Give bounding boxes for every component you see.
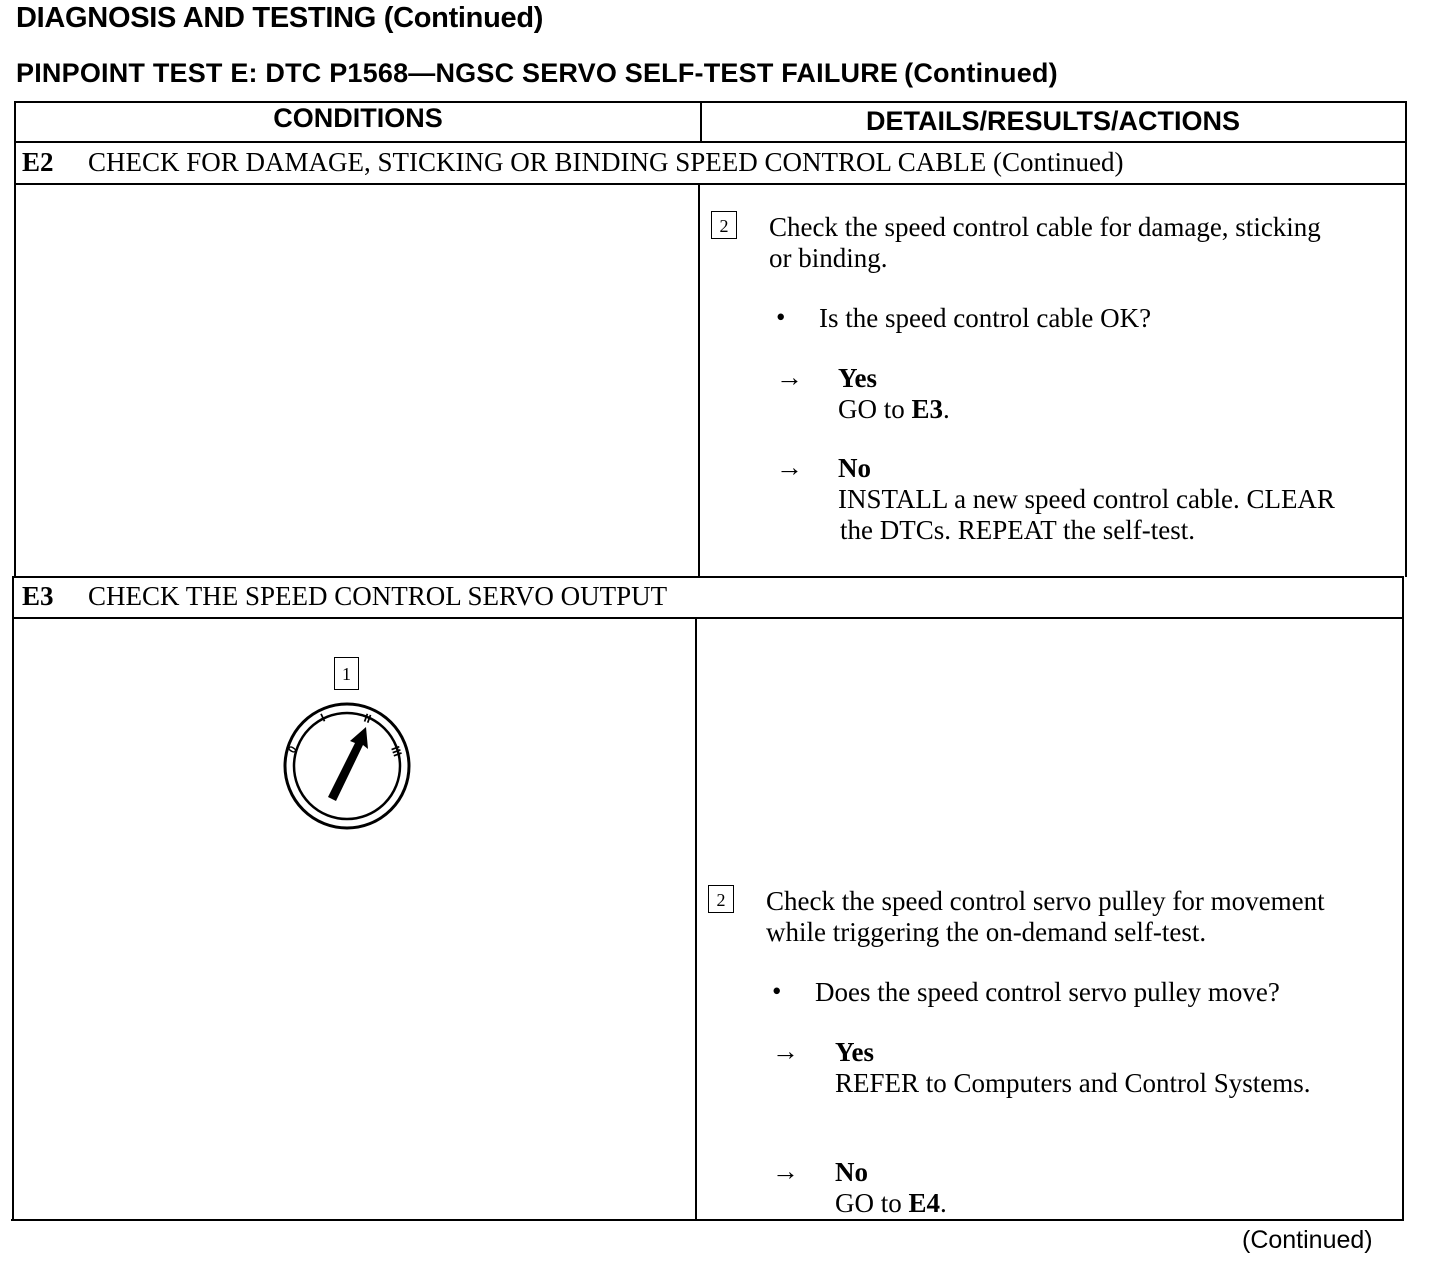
e2-answer-no (838, 453, 1335, 546)
e2-no-line2: the DTCs. REPEAT the self-test. (840, 515, 1195, 545)
figure-label-3: III (388, 744, 405, 759)
e2-step-line2: or binding. (769, 243, 888, 273)
e2-yes-action (838, 394, 950, 425)
e2-step-line1: Check the speed control cable for damage, sticking (769, 212, 1321, 242)
ignition-switch-icon (280, 700, 416, 830)
figure-label-0: 0 (286, 744, 300, 756)
e2-yes-goto-link[interactable]: E3 (911, 394, 944, 424)
figure-label-1: I (318, 710, 328, 725)
e3-step-text (766, 886, 1325, 948)
e2-question: Is the speed control cable OK? (819, 303, 1152, 333)
section-e3-title (22, 581, 667, 612)
e3-yes-arrow: → (772, 1036, 799, 1066)
e2-yes-action-period: . (943, 394, 950, 424)
e3-no-action-text: GO to (835, 1188, 909, 1218)
e2-no-label: No (838, 453, 871, 483)
e3-no-label: No (835, 1157, 868, 1187)
e2-yes-arrow: → (776, 362, 803, 392)
e2-step-number: 2 (711, 211, 737, 239)
pinpoint-test-continued: (Continued) (904, 58, 1058, 88)
page-title: DIAGNOSIS AND TESTING (Continued) (16, 2, 544, 34)
e2-answer-yes (838, 363, 950, 425)
e2-yes-action-text: GO to (838, 394, 912, 424)
e3-step-number: 2 (708, 885, 734, 913)
e3-answer-yes (835, 1037, 1311, 1099)
figure-label-2: II (361, 710, 374, 727)
e2-no-line1: INSTALL a new speed control cable. CLEAR (838, 484, 1335, 514)
section-e2-id: E2 (22, 147, 54, 177)
e3-step-line2: while triggering the on-demand self-test. (766, 917, 1207, 947)
e3-no-action-period: . (940, 1188, 947, 1218)
e2-no-arrow: → (776, 452, 803, 482)
e3-no-action (835, 1188, 947, 1219)
e3-yes-label: Yes (835, 1037, 874, 1067)
pinpoint-test-title (16, 58, 1058, 89)
pinpoint-test-name: PINPOINT TEST E: DTC P1568—NGSC SERVO SELF-TEST FAILURE (16, 58, 899, 88)
e2-yes-label: Yes (838, 363, 877, 393)
e3-yes-action: REFER to Computers and Control Systems. (835, 1068, 1311, 1098)
e2-step-text (769, 212, 1321, 274)
section-e3-id: E3 (22, 581, 54, 611)
continued-footer: (Continued) (1242, 1226, 1373, 1254)
e3-no-goto-link[interactable]: E4 (908, 1188, 941, 1218)
e3-question: Does the speed control servo pulley move? (815, 977, 1280, 1007)
section-e3-text: CHECK THE SPEED CONTROL SERVO OUTPUT (88, 581, 668, 611)
header-conditions: CONDITIONS (273, 103, 443, 133)
e3-step-line1: Check the speed control servo pulley for movement (766, 886, 1325, 916)
e3-figure-step-number: 1 (334, 657, 359, 690)
e3-no-arrow: → (772, 1156, 799, 1186)
section-e2-title (22, 147, 1124, 178)
e3-answer-no (835, 1157, 947, 1219)
header-details: DETAILS/RESULTS/ACTIONS (865, 106, 1240, 136)
e3-bullet: • (772, 976, 782, 1006)
section-e2-text: CHECK FOR DAMAGE, STICKING OR BINDING SPEED CONTROL CABLE (Continued) (88, 147, 1124, 177)
e2-bullet: • (776, 302, 786, 332)
